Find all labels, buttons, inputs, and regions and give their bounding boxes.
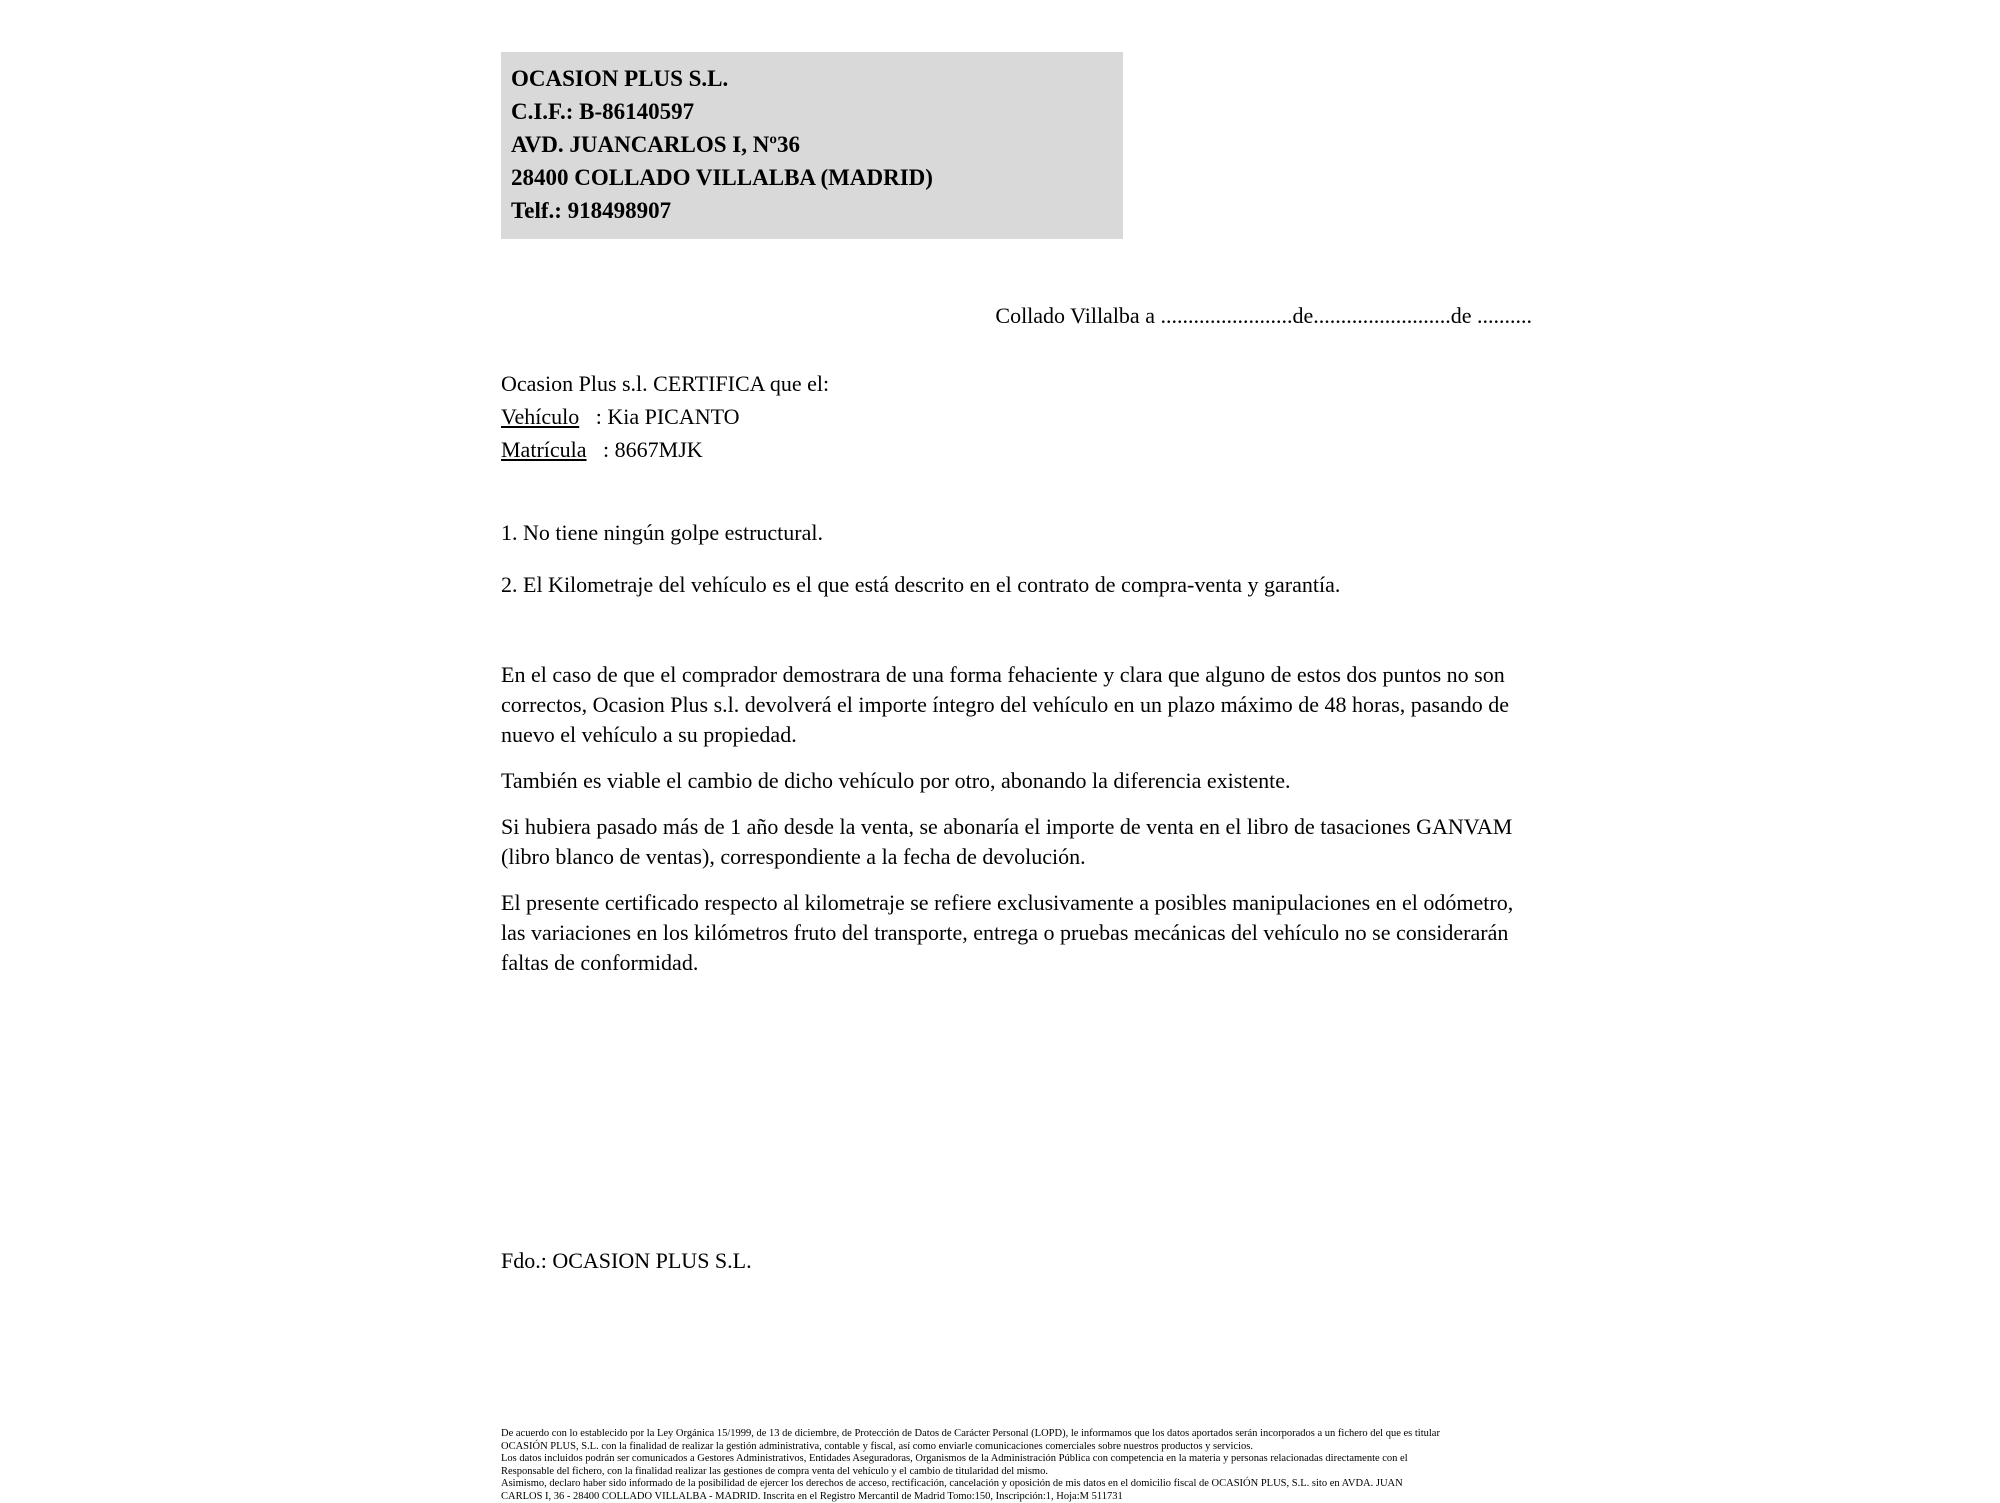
legal-footer-line: Responsable del fichero, con la finalidad realizar las gestiones de compra venta del vehículo y el cambio de titularidad del mismo.: [501, 1466, 1561, 1479]
legal-footer-line: Asimismo, declaro haber sido informado de la posibilidad de ejercer los derechos de acceso, rectificación, cancelación y oposición de mis datos en el domicilio fiscal de OCASIÓN PLUS, S.L. sito en AVDA. JUAN: [501, 1478, 1561, 1491]
legal-footer: [501, 1428, 1561, 1503]
plate-value: : 8667MJK: [603, 437, 703, 462]
vehicle-line: [501, 400, 1546, 433]
certificate-point-1: 1. No tiene ningún golpe estructural.: [501, 518, 1546, 548]
plate-label: Matrícula: [501, 437, 587, 462]
certificate-document: [501, 52, 1546, 1276]
certificate-point-2: 2. El Kilometraje del vehículo es el que está descrito en el contrato de compra-venta y garantía.: [501, 570, 1546, 600]
date-line: Collado Villalba a ........................de.........................de ..........: [501, 301, 1546, 331]
company-city: 28400 COLLADO VILLALBA (MADRID): [511, 161, 1111, 194]
company-address: AVD. JUANCARLOS I, Nº36: [511, 128, 1111, 161]
vehicle-label: Vehículo: [501, 404, 579, 429]
company-header-block: [501, 52, 1123, 239]
company-phone: Telf.: 918498907: [511, 194, 1111, 227]
signature-line: Fdo.: OCASION PLUS S.L.: [501, 1246, 1546, 1276]
legal-footer-line: OCASIÓN PLUS, S.L. con la finalidad de realizar la gestión administrativa, contable y fiscal, así como enviarle comunicaciones comerciales sobre nuestros productos y servicios.: [501, 1441, 1561, 1454]
company-cif: C.I.F.: B-86140597: [511, 95, 1111, 128]
paragraph-odometer: El presente certificado respecto al kilometraje se refiere exclusivamente a posibles manipulaciones en el odómetro, las variaciones en los kilómetros fruto del transporte, entrega o pruebas mecánicas del vehículo no se considerarán faltas de conformidad.: [501, 888, 1541, 978]
company-name: OCASION PLUS S.L.: [511, 62, 1111, 95]
vehicle-value: : Kia PICANTO: [596, 404, 740, 429]
plate-line: [501, 433, 1546, 466]
paragraph-ganvam: Si hubiera pasado más de 1 año desde la venta, se abonaría el importe de venta en el libro de tasaciones GANVAM (libro blanco de ventas), correspondiente a la fecha de devolución.: [501, 812, 1541, 872]
paragraph-exchange: También es viable el cambio de dicho vehículo por otro, abonando la diferencia existente.: [501, 766, 1541, 796]
paragraph-refund: En el caso de que el comprador demostrara de una forma fehaciente y clara que alguno de estos dos puntos no son correctos, Ocasion Plus s.l. devolverá el importe íntegro del vehículo en un plazo máximo de 48 horas, pasando de nuevo el vehículo a su propiedad.: [501, 660, 1541, 750]
legal-footer-line: Los datos incluidos podrán ser comunicados a Gestores Administrativos, Entidades Aseguradoras, Organismos de la Administración Pública con competencia en la materia y personas relacionadas directamente con el: [501, 1453, 1561, 1466]
legal-footer-line: De acuerdo con lo establecido por la Ley Orgánica 15/1999, de 13 de diciembre, de Protección de Datos de Carácter Personal (LOPD), le informamos que los datos aportados serán incorporados a un fichero del que es titular: [501, 1428, 1561, 1441]
legal-footer-line: CARLOS I, 36 - 28400 COLLADO VILLALBA - MADRID. Inscrita en el Registro Mercantil de Madrid Tomo:150, Inscripción:1, Hoja:M 511731: [501, 1491, 1561, 1503]
certifies-line: Ocasion Plus s.l. CERTIFICA que el:: [501, 367, 1546, 400]
